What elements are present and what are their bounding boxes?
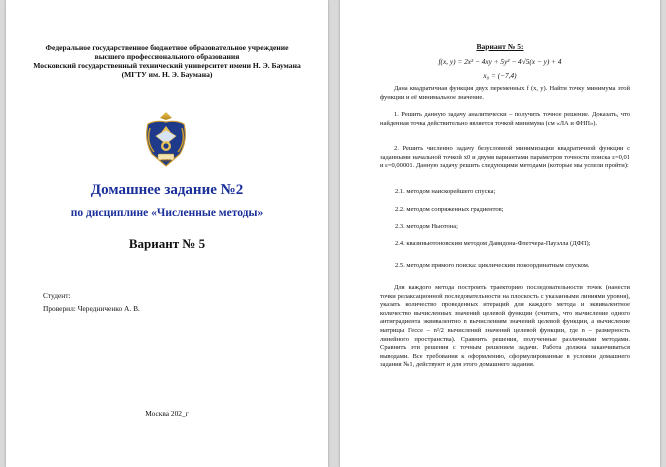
conclusion-paragraph: Для каждого метода построить траекторию последовательности точек (нанести точки релаксационной последовательности на плоскость с указанными линиями уровня), указать количество проведенных итераций для каждого метода и эквивалентное количество вычисленных значений целевой функции (считать, что вычисление одного антиградиента эквивалентно n вычислениям значений целевой функции, а вычисление матрицы Гессе – n²/2 вычислений значений целевой функции, где n – размерность линейного пространства). Сравнить решения, полученные различными методами. Сравнить эти решения с точным решением задачи. Работа должна заканчиваться выводами. Все требования к оформлению, сформулированные в условии домашнего задания №1, действуют и для этого домашнего задания. bbox=[380, 284, 630, 369]
method-item: 2.4. квазиньютоновским методом Давидона-Флетчера-Пауэлла (ДФП); bbox=[395, 240, 591, 247]
institution-line: (МГТУ им. Н. Э. Баумана) bbox=[121, 70, 213, 79]
checked-by-label: Проверил: Чередниченко А. В. bbox=[43, 304, 140, 313]
variant-heading: Вариант № 5: bbox=[476, 42, 524, 51]
student-label: Студент: bbox=[43, 291, 71, 300]
method-item: 2.1. методом наискорейшего спуска; bbox=[395, 188, 496, 195]
institution-line: высшего профессионального образования bbox=[94, 52, 240, 61]
institution-line: Московский государственный технический университет имени Н. Э. Баумана bbox=[33, 61, 301, 70]
task-page bbox=[340, 0, 660, 467]
objective-formula: f(x, y) = 2x² − 4xy + 5y² − 4√5(x − y) + 4 bbox=[438, 57, 562, 66]
emblem-year: 1830 bbox=[160, 158, 171, 163]
method-item: 2.2. методом сопряженных градиентов; bbox=[395, 206, 504, 213]
intro-paragraph: Дана квадратичная функция двух переменных f (x, y). Найти точку минимума этой функции и её минимальное значение. bbox=[380, 85, 630, 101]
task-1-paragraph: 1. Решить данную задачу аналитически – получить точное решение. Доказать, что найденная точка действительно является точкой минимума (см «ЛА и ФНП»). bbox=[380, 111, 630, 127]
method-item: 2.3. методом Ньютона; bbox=[395, 223, 458, 230]
institution-line: Федеральное государственное бюджетное образовательное учреждение bbox=[45, 43, 289, 52]
variant-title: Вариант № 5 bbox=[128, 236, 206, 251]
method-item: 2.5. методом прямого поиска: циклическим покоординатным спуском. bbox=[395, 262, 590, 269]
homework-title: Домашнее задание №2 bbox=[90, 182, 244, 198]
start-point: x₀ = (−7,4) bbox=[483, 71, 517, 80]
task-2-paragraph: 2. Решить численно задачу безусловной минимизации квадратичной функции с заданными начальной точкой x0 и двумя вариантами параметров точности поиска ε=0,01 и ε=0,00001. Данную задачу решить следующими методами (которые мы успели пройти): bbox=[380, 145, 630, 170]
discipline-title: по дисциплине «Численные методы» bbox=[70, 207, 264, 219]
city-year: Москва 202_г bbox=[145, 409, 189, 418]
institution-header bbox=[20, 43, 314, 79]
title-page bbox=[6, 0, 328, 467]
